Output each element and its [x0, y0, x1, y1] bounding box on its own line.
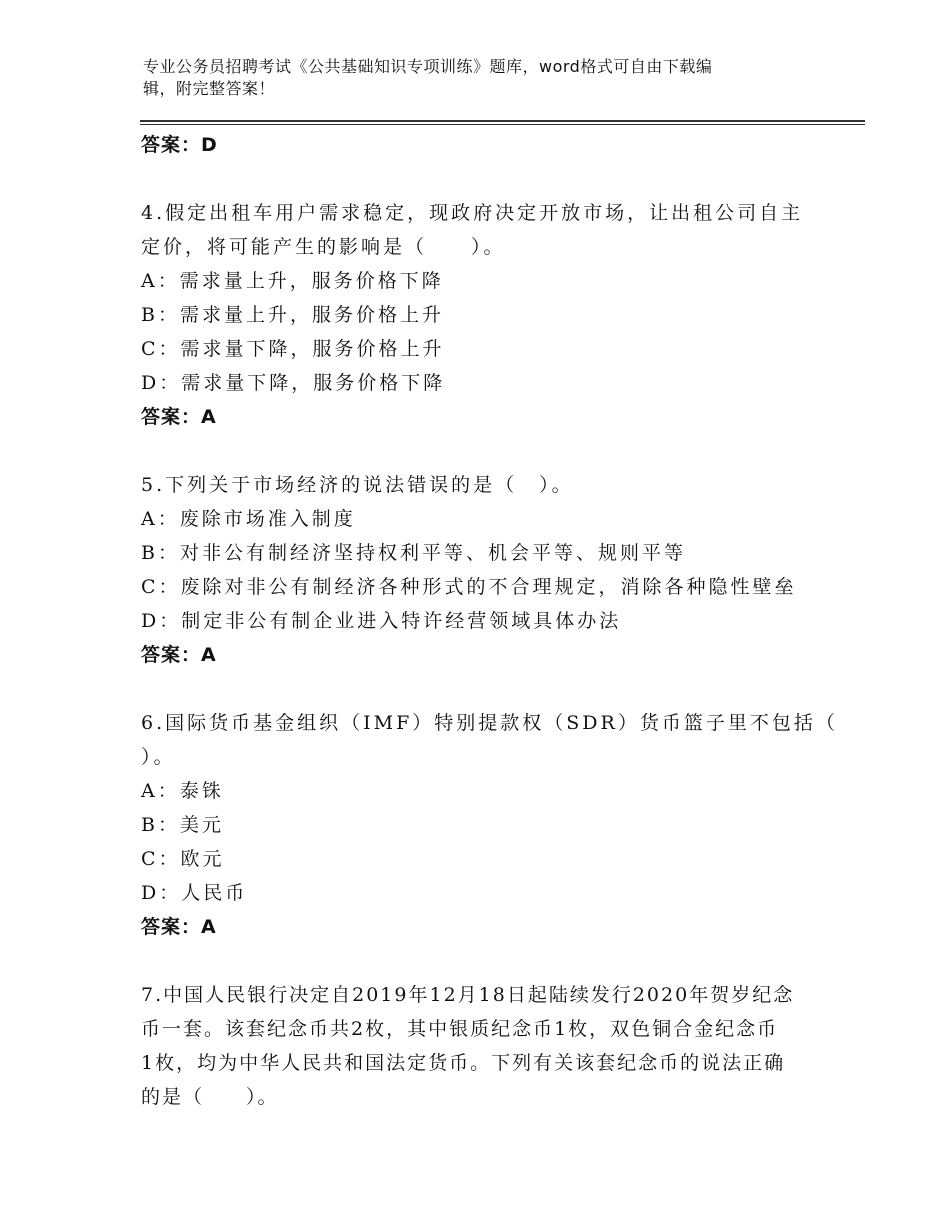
question-6-stem-line-1: 6.国际货币基金组织（IMF）特别提款权（SDR）货币篮子里不包括（: [141, 712, 838, 734]
question-5-option-b: B：对非公有制经济坚持权利平等、机会平等、规则平等: [141, 542, 686, 564]
question-4-option-a: A：需求量上升，服务价格下降: [141, 270, 444, 292]
question-4-option-d: D：需求量下降，服务价格下降: [141, 372, 446, 394]
question-7-stem-line-2: 币一套。该套纪念币共2枚，其中银质纪念币1枚，双色铜合金纪念币: [141, 1018, 779, 1040]
question-5-option-d: D：制定非公有制企业进入特许经营领域具体办法: [141, 610, 622, 632]
question-6: [141, 706, 838, 944]
question-6-option-b: B：美元: [141, 814, 224, 836]
spacer: [141, 434, 821, 468]
question-5-stem-line-1: 5.下列关于市场经济的说法错误的是（ ）。: [141, 474, 574, 496]
spacer: [141, 672, 821, 706]
question-5: [141, 468, 821, 672]
spacer: [141, 162, 821, 196]
question-7-stem-line-1: 7.中国人民银行决定自2019年12月18日起陆续发行2020年贺岁纪念: [141, 984, 795, 1006]
spacer: [141, 944, 821, 978]
question-4-stem-line-2: 定价，将可能产生的影响是（ ）。: [141, 236, 506, 258]
question-4-option-c: C：需求量下降，服务价格上升: [141, 338, 445, 360]
question-4-option-b: B：需求量上升，服务价格上升: [141, 304, 444, 326]
question-4-stem-line-1: 4.假定出租车用户需求稳定，现政府决定开放市场，让出租公司自主: [141, 202, 804, 224]
header-line-2: 辑，附完整答案！: [143, 79, 276, 98]
question-7: [141, 978, 821, 1114]
page-header: [143, 56, 803, 100]
question-4: [141, 196, 821, 434]
question-5-option-c: C：废除对非公有制经济各种形式的不合理规定，消除各种隐性壁垒: [141, 576, 797, 598]
answer-q3: 答案：D: [141, 134, 218, 156]
question-4-answer: 答案：A: [141, 406, 217, 428]
question-7-stem-line-4: 的是（ ）。: [141, 1086, 279, 1108]
question-5-answer: 答案：A: [141, 644, 217, 666]
question-6-option-a: A：泰铢: [141, 780, 224, 802]
question-6-option-c: C：欧元: [141, 848, 225, 870]
header-divider: [140, 120, 865, 125]
header-line-1: 专业公务员招聘考试《公共基础知识专项训练》题库，word格式可自由下载编: [143, 57, 713, 76]
question-6-option-d: D：人民币: [141, 882, 248, 904]
question-6-answer: 答案：A: [141, 916, 217, 938]
question-list: [141, 128, 838, 1114]
question-5-option-a: A：废除市场准入制度: [141, 508, 356, 530]
question-7-stem-line-3: 1枚，均为中华人民共和国法定货币。下列有关该套纪念币的说法正确: [141, 1052, 786, 1074]
question-6-stem-line-2: ）。: [141, 746, 176, 768]
